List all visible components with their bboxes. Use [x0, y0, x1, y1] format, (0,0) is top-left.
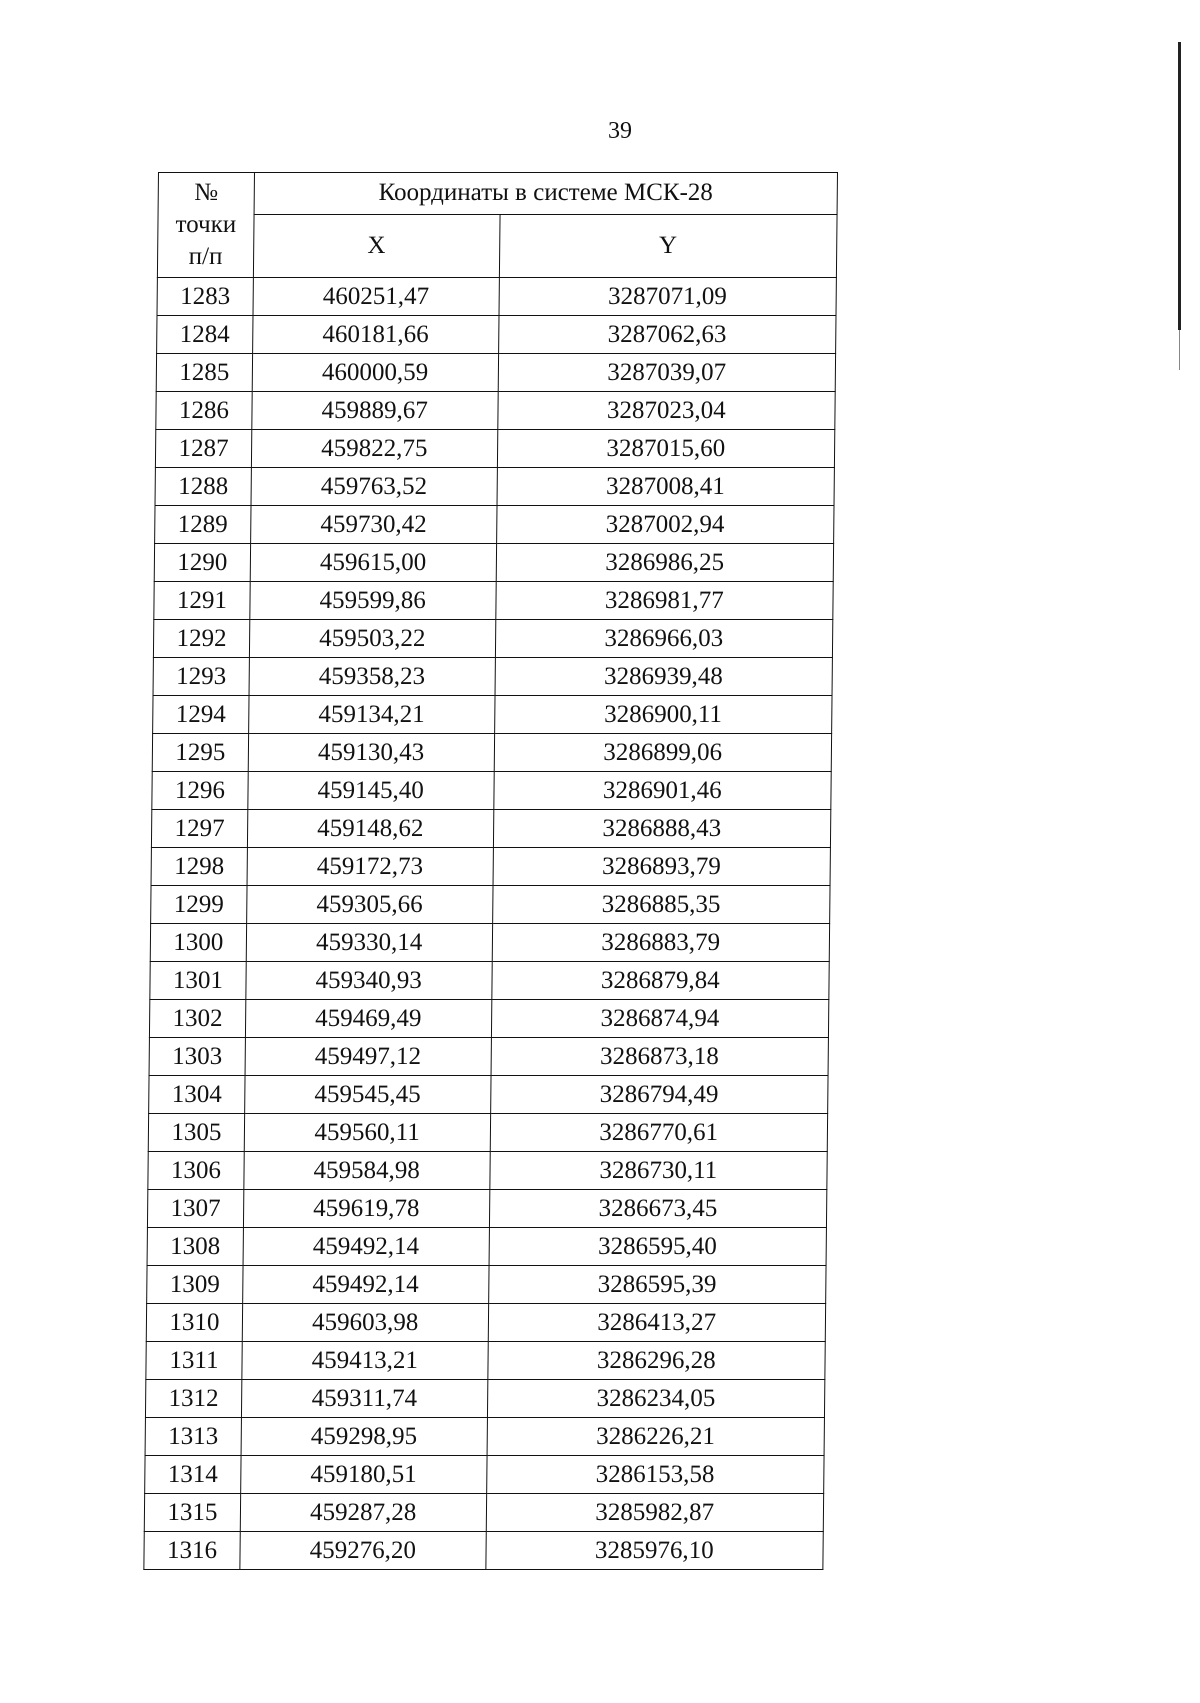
- coordinates-system-header: Координаты в системе МСК-28: [254, 173, 838, 215]
- x-column-header: X: [253, 214, 499, 277]
- table-row: [146, 1304, 825, 1342]
- table-row: [152, 772, 831, 810]
- point-number-header-line3: п/п: [188, 243, 223, 270]
- table-row: [144, 1532, 823, 1570]
- point-number-cell: 1306: [148, 1152, 244, 1190]
- point-number-cell: 1298: [151, 848, 247, 886]
- point-number-cell: 1304: [149, 1076, 245, 1114]
- table-row: [151, 886, 830, 924]
- point-number-cell: 1309: [147, 1266, 243, 1304]
- x-coordinate-cell: 459287,28: [240, 1494, 486, 1532]
- y-coordinate-cell: 3285982,87: [486, 1494, 824, 1532]
- table-row: [151, 810, 830, 848]
- x-coordinate-cell: 459145,40: [248, 772, 494, 810]
- y-coordinate-cell: 3287008,41: [497, 468, 835, 506]
- table-row: [155, 506, 834, 544]
- y-coordinate-cell: 3286893,79: [493, 848, 831, 886]
- y-coordinate-cell: 3286986,25: [496, 544, 834, 582]
- y-coordinate-cell: 3286873,18: [491, 1038, 829, 1076]
- scan-edge-line-faint: [1179, 330, 1180, 370]
- y-coordinate-cell: 3286673,45: [489, 1190, 827, 1228]
- point-number-cell: 1297: [151, 810, 247, 848]
- table-row: [153, 696, 832, 734]
- page-number: 39: [608, 118, 632, 144]
- point-number-cell: 1290: [154, 544, 250, 582]
- table-row: [155, 430, 834, 468]
- table-row: [144, 1494, 823, 1532]
- y-coordinate-cell: 3286413,27: [488, 1304, 826, 1342]
- table-row: [156, 392, 835, 430]
- x-coordinate-cell: 459298,95: [241, 1418, 487, 1456]
- y-coordinate-cell: 3287039,07: [498, 354, 836, 392]
- table-row: [147, 1266, 826, 1304]
- x-coordinate-cell: 459545,45: [245, 1076, 491, 1114]
- x-coordinate-cell: 459492,14: [243, 1266, 489, 1304]
- point-number-cell: 1314: [145, 1456, 241, 1494]
- y-coordinate-cell: 3286794,49: [490, 1076, 828, 1114]
- x-coordinate-cell: 459148,62: [247, 810, 493, 848]
- y-coordinate-cell: 3286888,43: [493, 810, 831, 848]
- y-coordinate-cell: 3286153,58: [486, 1456, 824, 1494]
- x-coordinate-cell: 459599,86: [250, 582, 496, 620]
- x-coordinate-cell: 459358,23: [249, 658, 495, 696]
- table-row: [150, 962, 829, 1000]
- y-coordinate-cell: 3287023,04: [497, 392, 835, 430]
- point-number-cell: 1311: [146, 1342, 242, 1380]
- point-number-cell: 1316: [144, 1532, 240, 1570]
- table-body: [144, 278, 837, 1570]
- point-number-cell: 1291: [154, 582, 250, 620]
- point-number-cell: 1295: [152, 734, 248, 772]
- point-number-cell: 1302: [149, 1000, 245, 1038]
- table-row: [147, 1190, 826, 1228]
- x-coordinate-cell: 459340,93: [246, 962, 492, 1000]
- point-number-cell: 1284: [157, 316, 253, 354]
- table-row: [154, 544, 833, 582]
- table-row: [149, 1000, 828, 1038]
- table-row: [145, 1418, 824, 1456]
- y-coordinate-cell: 3286883,79: [492, 924, 830, 962]
- table-row: [145, 1380, 824, 1418]
- y-coordinate-cell: 3286874,94: [491, 1000, 829, 1038]
- y-coordinate-cell: 3286900,11: [494, 696, 832, 734]
- y-coordinate-cell: 3286595,39: [488, 1266, 826, 1304]
- point-number-cell: 1293: [153, 658, 249, 696]
- x-coordinate-cell: 459730,42: [251, 506, 497, 544]
- table-row: [157, 316, 836, 354]
- x-coordinate-cell: 459584,98: [244, 1152, 490, 1190]
- table-row: [150, 924, 829, 962]
- y-coordinate-cell: 3286234,05: [487, 1380, 825, 1418]
- x-coordinate-cell: 459603,98: [242, 1304, 488, 1342]
- x-coordinate-cell: 459763,52: [251, 468, 497, 506]
- x-coordinate-cell: 459330,14: [246, 924, 492, 962]
- point-number-header-line2: точки: [175, 211, 237, 238]
- table-row: [149, 1076, 828, 1114]
- table-row: [157, 278, 836, 316]
- table-row: [153, 620, 832, 658]
- x-coordinate-cell: 459492,14: [243, 1228, 489, 1266]
- x-coordinate-cell: 459469,49: [245, 1000, 491, 1038]
- x-coordinate-cell: 459889,67: [252, 392, 498, 430]
- point-number-cell: 1287: [155, 430, 251, 468]
- point-number-cell: 1292: [153, 620, 249, 658]
- y-coordinate-cell: 3286901,46: [493, 772, 831, 810]
- x-coordinate-cell: 459619,78: [243, 1190, 489, 1228]
- point-number-cell: 1315: [144, 1494, 240, 1532]
- table-row: [148, 1114, 827, 1152]
- y-coordinate-cell: 3286939,48: [495, 658, 833, 696]
- table-row: [156, 354, 835, 392]
- x-coordinate-cell: 459560,11: [244, 1114, 490, 1152]
- table-row: [148, 1152, 827, 1190]
- table-row: [145, 1456, 824, 1494]
- point-number-cell: 1283: [157, 278, 253, 316]
- point-number-header: [157, 173, 254, 278]
- point-number-cell: 1312: [145, 1380, 241, 1418]
- table-row: [153, 658, 832, 696]
- y-coordinate-cell: 3286730,11: [489, 1152, 827, 1190]
- x-coordinate-cell: 459134,21: [249, 696, 495, 734]
- y-coordinate-cell: 3286966,03: [495, 620, 833, 658]
- point-number-cell: 1288: [155, 468, 251, 506]
- table-row: [155, 468, 834, 506]
- table-row: [154, 582, 833, 620]
- x-coordinate-cell: 460251,47: [253, 278, 499, 316]
- point-number-cell: 1305: [148, 1114, 244, 1152]
- table-row: [146, 1342, 825, 1380]
- x-coordinate-cell: 459615,00: [250, 544, 496, 582]
- x-coordinate-cell: 459180,51: [241, 1456, 487, 1494]
- x-coordinate-cell: 459305,66: [247, 886, 493, 924]
- point-number-cell: 1294: [153, 696, 249, 734]
- x-coordinate-cell: 459172,73: [247, 848, 493, 886]
- y-coordinate-cell: 3287062,63: [498, 316, 836, 354]
- y-coordinate-cell: 3286595,40: [489, 1228, 827, 1266]
- y-coordinate-cell: 3286899,06: [494, 734, 832, 772]
- point-number-cell: 1301: [150, 962, 246, 1000]
- x-coordinate-cell: 459130,43: [248, 734, 494, 772]
- y-coordinate-cell: 3287015,60: [497, 430, 835, 468]
- x-coordinate-cell: 459822,75: [251, 430, 497, 468]
- point-number-cell: 1286: [156, 392, 252, 430]
- point-number-cell: 1296: [152, 772, 248, 810]
- y-coordinate-cell: 3286885,35: [492, 886, 830, 924]
- y-coordinate-cell: 3286770,61: [490, 1114, 828, 1152]
- point-number-cell: 1285: [156, 354, 252, 392]
- point-number-cell: 1307: [147, 1190, 243, 1228]
- point-number-cell: 1310: [146, 1304, 242, 1342]
- table-row: [152, 734, 831, 772]
- x-coordinate-cell: 460000,59: [252, 354, 498, 392]
- y-coordinate-cell: 3286879,84: [491, 962, 829, 1000]
- x-coordinate-cell: 459276,20: [240, 1532, 486, 1570]
- x-coordinate-cell: 459503,22: [249, 620, 495, 658]
- x-coordinate-cell: 459497,12: [245, 1038, 491, 1076]
- point-number-cell: 1289: [155, 506, 251, 544]
- table-row: [151, 848, 830, 886]
- scan-edge-line: [1178, 42, 1181, 330]
- point-number-cell: 1300: [150, 924, 246, 962]
- y-coordinate-cell: 3286296,28: [487, 1342, 825, 1380]
- coordinates-table: [143, 172, 838, 1570]
- table-row: [149, 1038, 828, 1076]
- point-number-cell: 1303: [149, 1038, 245, 1076]
- point-number-cell: 1308: [147, 1228, 243, 1266]
- y-coordinate-cell: 3287071,09: [499, 278, 837, 316]
- y-column-header: Y: [499, 214, 837, 277]
- x-coordinate-cell: 460181,66: [253, 316, 499, 354]
- x-coordinate-cell: 459311,74: [241, 1380, 487, 1418]
- y-coordinate-cell: 3286226,21: [487, 1418, 825, 1456]
- x-coordinate-cell: 459413,21: [242, 1342, 488, 1380]
- y-coordinate-cell: 3285976,10: [485, 1532, 823, 1570]
- y-coordinate-cell: 3286981,77: [495, 582, 833, 620]
- table-row: [147, 1228, 826, 1266]
- point-number-cell: 1313: [145, 1418, 241, 1456]
- point-number-cell: 1299: [151, 886, 247, 924]
- y-coordinate-cell: 3287002,94: [496, 506, 834, 544]
- point-number-header-line1: №: [194, 179, 219, 206]
